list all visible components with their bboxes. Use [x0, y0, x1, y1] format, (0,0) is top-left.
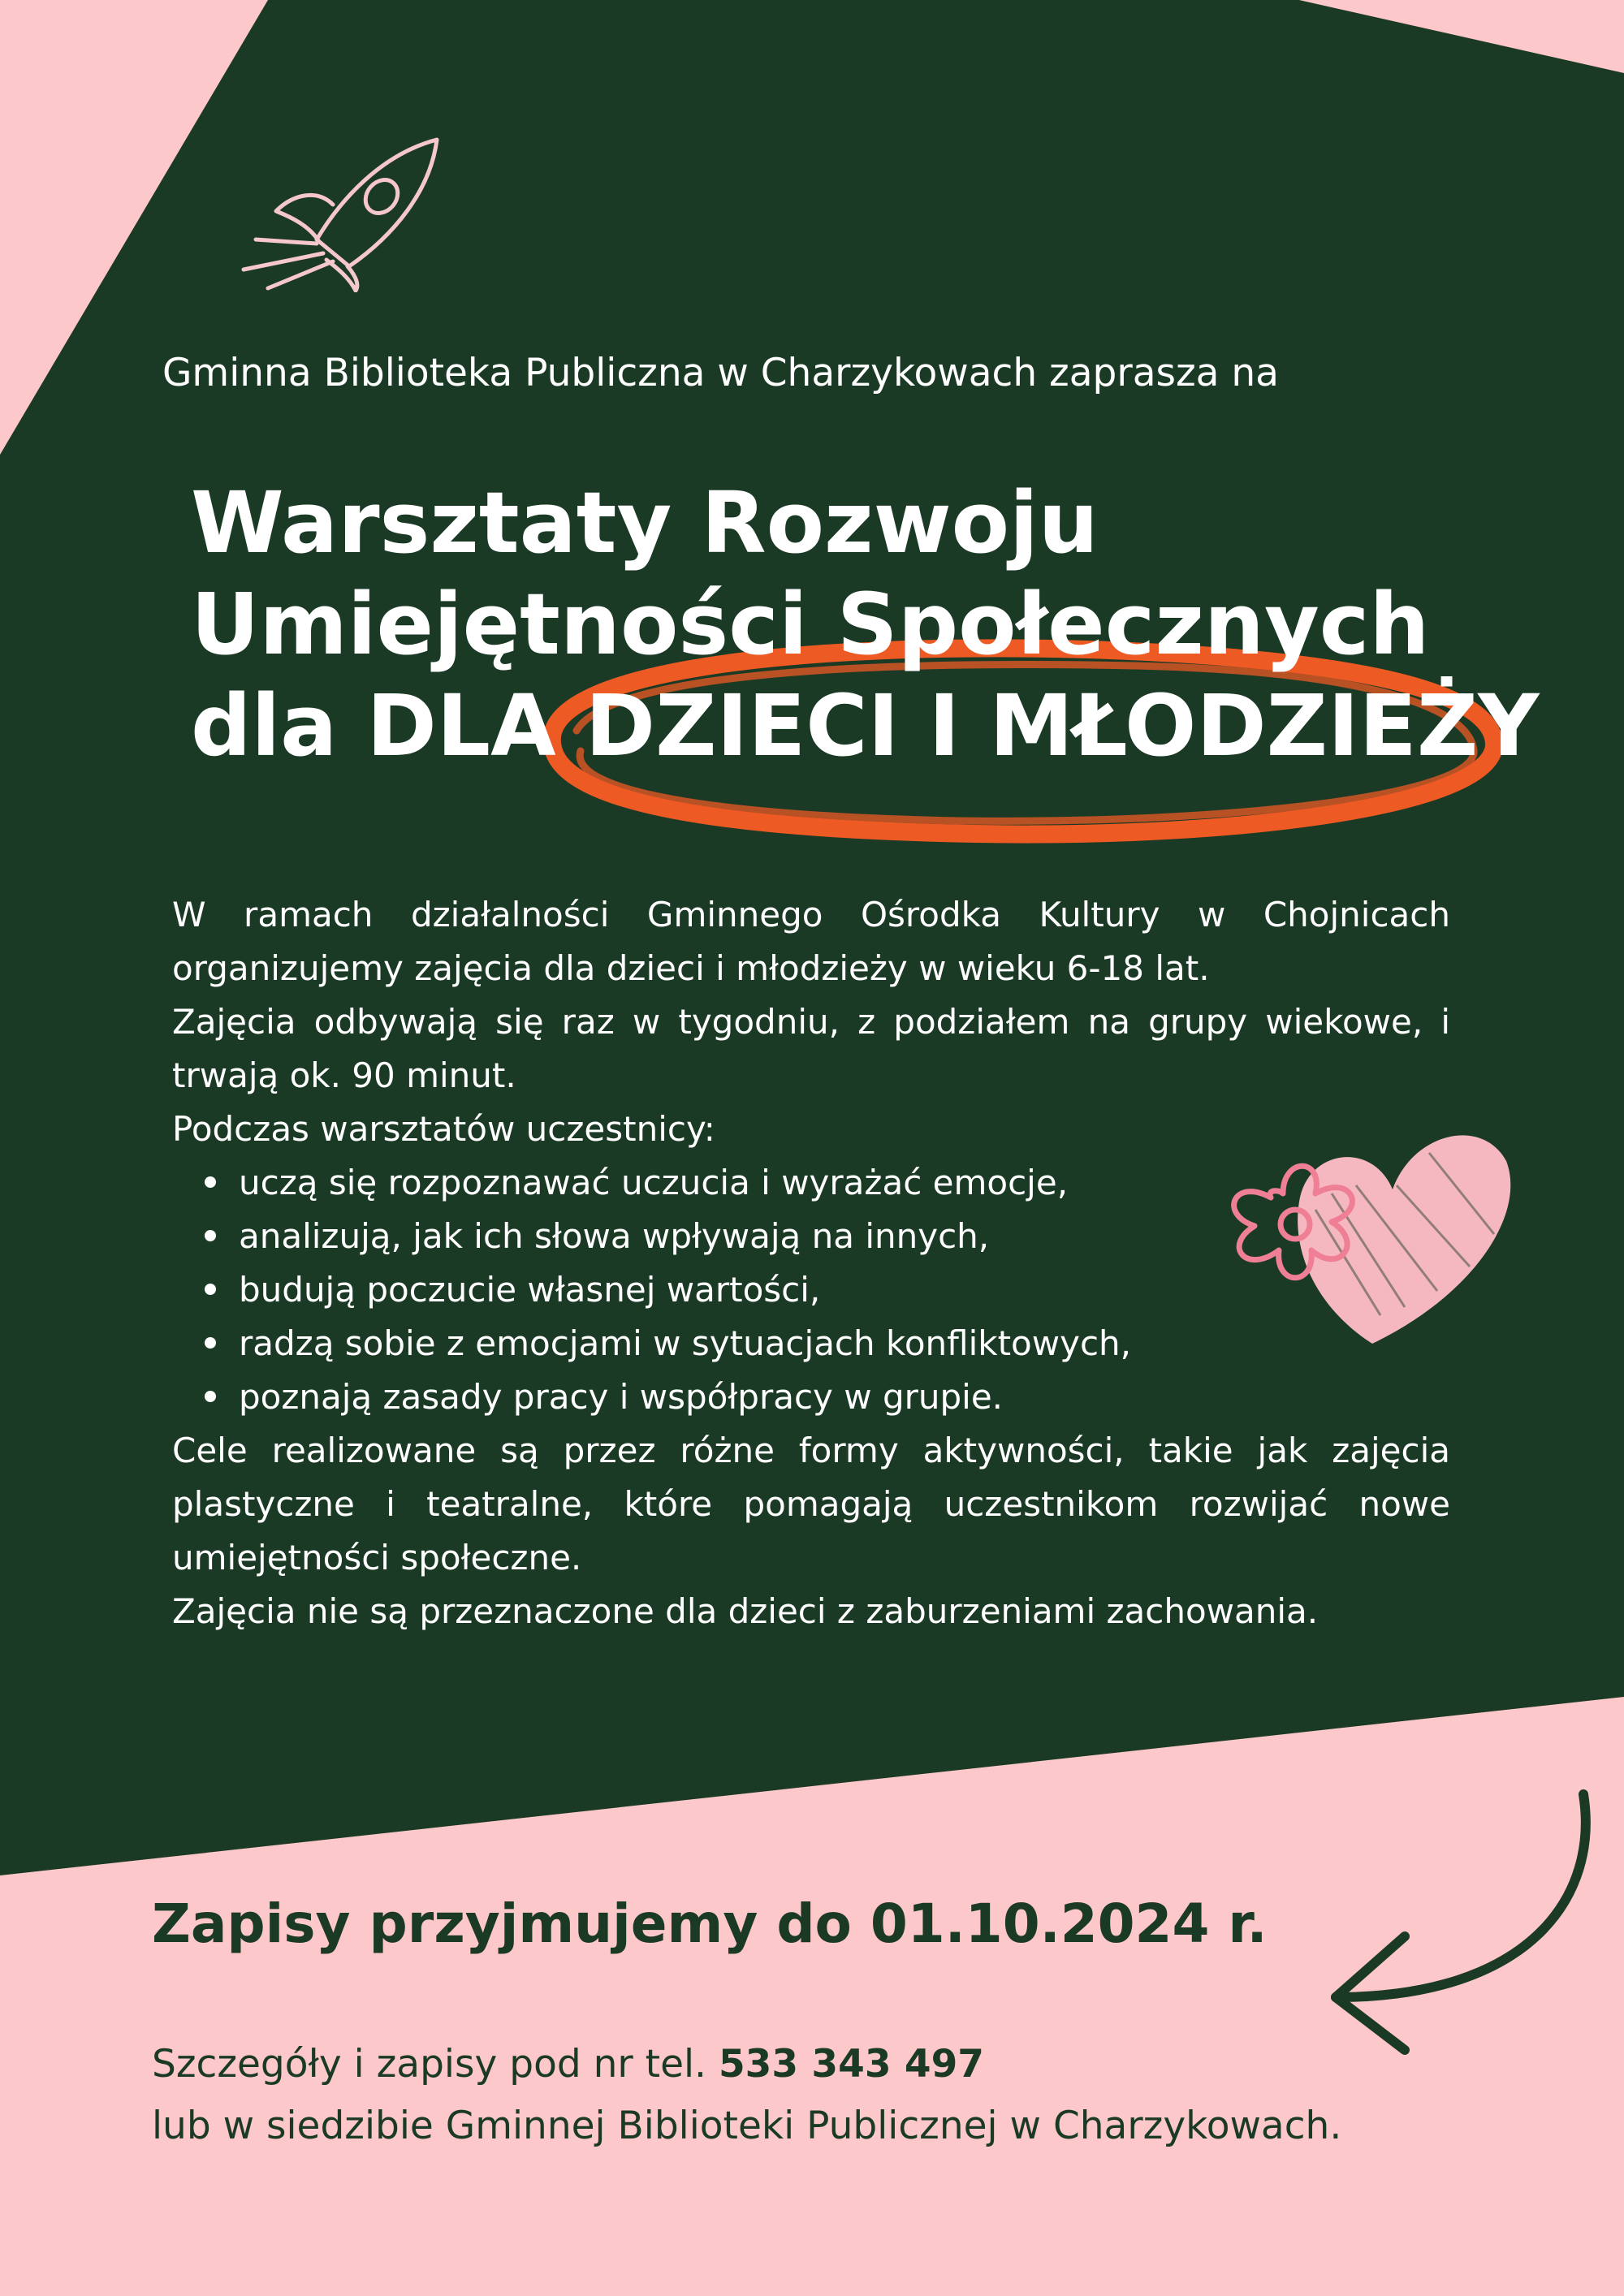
- list-item: poznają zasady pracy i współpracy w grupie.: [239, 1370, 1450, 1424]
- list-item: budują poczucie własnej wartości,: [239, 1263, 1450, 1317]
- page-title: [191, 473, 1571, 777]
- paragraph-program: W ramach działalności Gminnego Ośrodka Kultury w Chojnicach organizujemy zajęcia dla dzieci i młodzieży w wieku 6-18 lat.: [172, 895, 1450, 988]
- title-line-3: dla DLA DZIECI I MŁODZIEŻY: [191, 676, 1540, 775]
- description: [172, 888, 1450, 1638]
- title-line-2: Umiejętności Społecznych: [191, 575, 1430, 674]
- list-item: analizują, jak ich słowa wpływają na innych,: [239, 1210, 1450, 1263]
- intro-text: Gminna Biblioteka Publiczna w Charzykowach zaprasza na: [162, 351, 1279, 395]
- rocket-icon: [219, 130, 455, 292]
- paragraph-notice: Zajęcia nie są przeznaczone dla dzieci z zaburzeniami zachowania.: [172, 1591, 1319, 1631]
- contact-line-phone: [152, 2034, 1548, 2095]
- title-line-1: Warsztaty Rozwoju: [191, 473, 1099, 572]
- phone-number: 533 343 497: [718, 2042, 984, 2087]
- paragraph-participants: Podczas warsztatów uczestnicy:: [172, 1109, 715, 1149]
- contact-info: [152, 2034, 1548, 2157]
- paragraph-schedule: Zajęcia odbywają się raz w tygodniu, z podziałem na grupy wiekowe, i trwają ok. 90 minut.: [172, 1002, 1450, 1095]
- contact-prefix: Szczegóły i zapisy pod nr tel.: [152, 2042, 719, 2087]
- paragraph-methods: Cele realizowane są przez różne formy aktywności, takie jak zajęcia plastyczne i teatralne, które pomagają uczestnikom rozwijać nowe umiejętności społeczne.: [172, 1431, 1450, 1577]
- contact-line-address: lub w siedzibie Gminnej Biblioteki Publicznej w Charzykowach.: [152, 2104, 1342, 2148]
- list-item: uczą się rozpoznawać uczucia i wyrażać emocje,: [239, 1156, 1450, 1210]
- list-item: radzą sobie z emocjami w sytuacjach konfliktowych,: [239, 1317, 1450, 1370]
- registration-deadline: Zapisy przyjmujemy do 01.10.2024 r.: [152, 1892, 1268, 1955]
- goals-list: [172, 1156, 1450, 1424]
